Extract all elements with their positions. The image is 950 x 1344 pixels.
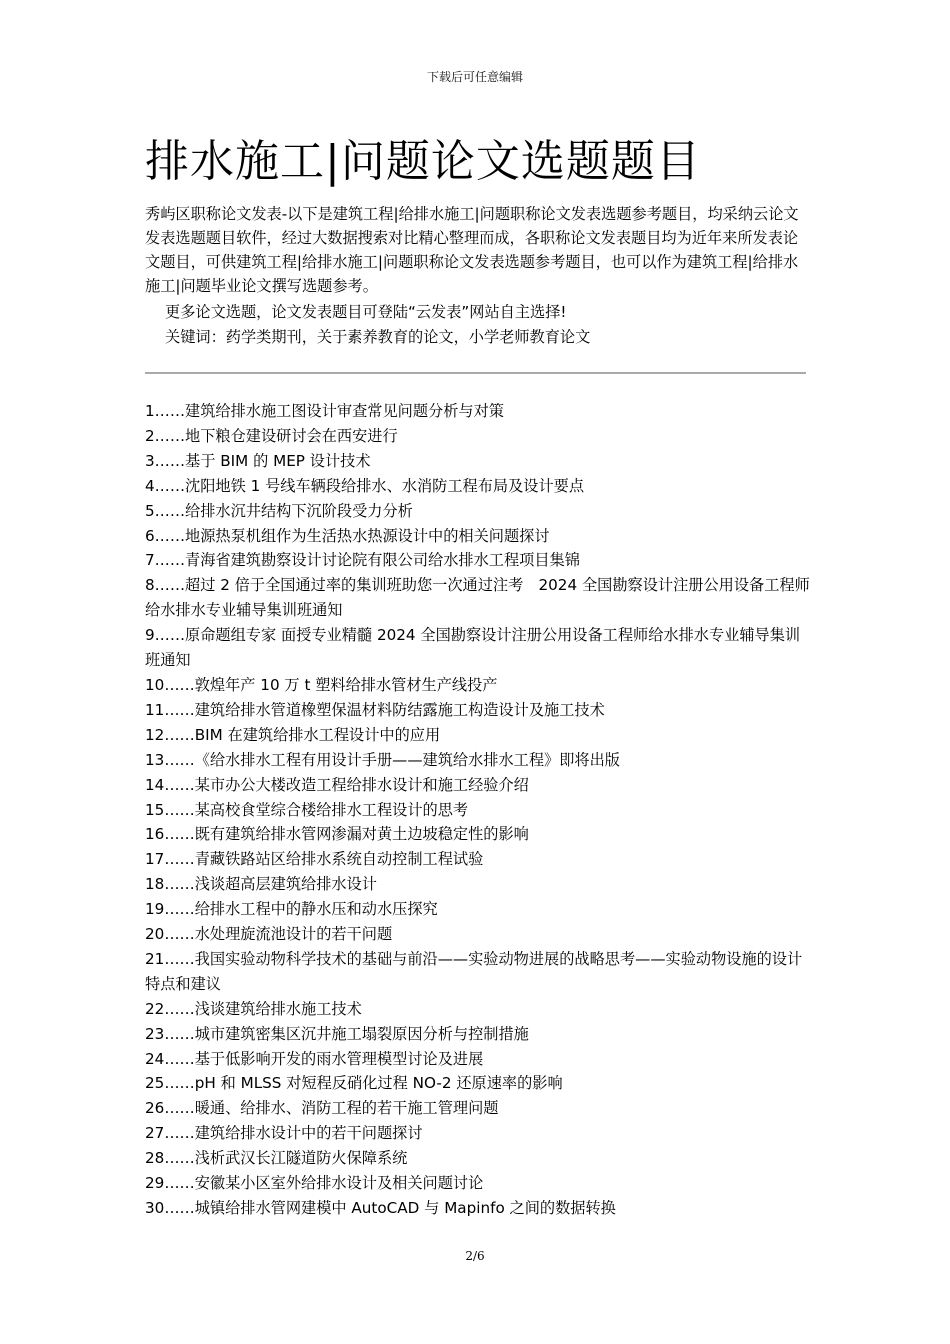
topic-item: 30……城镇给排水管网建模中 AutoCAD 与 Mapinfo 之间的数据转换 [145, 1199, 616, 1217]
topic-item: 13……《给水排水工程有用设计手册——建筑给水排水工程》即将出版 [145, 750, 620, 769]
topic-item: 10……敦煌年产 10 万 t 塑料给排水管材生产线投产 [145, 675, 498, 694]
topic-item: 15……某高校食堂综合楼给排水工程设计的思考 [145, 800, 469, 819]
topic-item: 6……地源热泵机组作为生活热水热源设计中的相关问题探讨 [145, 526, 550, 545]
topic-item: 12……BIM 在建筑给排水工程设计中的应用 [145, 725, 441, 744]
topic-item: 11……建筑给排水管道橡塑保温材料防结露施工构造设计及施工技术 [145, 700, 605, 719]
topic-item: 28……浅析武汉长江隧道防火保障系统 [145, 1149, 408, 1168]
topic-item: 25……pH 和 MLSS 对短程反硝化过程 NO-2 还原速率的影响 [145, 1074, 563, 1093]
topic-item: 19……给排水工程中的静水压和动水压探究 [145, 900, 438, 919]
intro-paragraph: 秀屿区职称论文发表-以下是建筑工程|给排水施工|问题职称论文发表选题参考题目，均采纳云论文发表选题题目软件，经过大数据搜索对比精心整理而成，各职称论文发表题目均为近年来所发表论文题目，可供建筑工程|给排水施工|问题职称论文发表选题参考题目，也可以作为建筑工程|给排水施工|问题毕业论文撰写选题参考。 [145, 205, 799, 295]
topic-item: 27……建筑给排水设计中的若干问题探讨 [145, 1124, 423, 1143]
topic-item: 1……建筑给排水施工图设计审查常见问题分析与对策 [145, 402, 504, 420]
topic-item: 21……我国实验动物科学技术的基础与前沿——实验动物进展的战略思考——实验动物设施的设计特点和建议 [145, 949, 803, 993]
topic-list [145, 399, 810, 1221]
topic-item: 8……超过 2 倍于全国通过率的集训班助您一次通过注考 2024 全国勘察设计注册公用设备工程师给水排水专业辅导集训班通知 [145, 576, 810, 620]
topic-item: 14……某市办公大楼改造工程给排水设计和施工经验介绍 [145, 775, 529, 794]
topic-item: 18……浅谈超高层建筑给排水设计 [145, 875, 377, 894]
topic-item: 23……城市建筑密集区沉井施工塌裂原因分析与控制措施 [145, 1024, 529, 1043]
topic-item: 2……地下粮仓建设研讨会在西安进行 [145, 426, 398, 445]
topic-item: 9……原命题组专家 面授专业精髓 2024 全国勘察设计注册公用设备工程师给水排水专业辅导集训班通知 [145, 626, 801, 670]
topic-item: 16……既有建筑给排水管网渗漏对黄土边坡稳定性的影响 [145, 825, 529, 844]
topic-item: 22……浅谈建筑给排水施工技术 [145, 999, 362, 1018]
topic-item: 5……给排水沉井结构下沉阶段受力分析 [145, 501, 413, 520]
page-header: 下载后可任意编辑 [426, 70, 523, 84]
more-topics-note: 更多论文选题，论文发表题目可登陆“云发表”网站自主选择! [165, 303, 567, 321]
topic-item: 7……青海省建筑勘察设计讨论院有限公司给水排水工程项目集锦 [145, 551, 580, 570]
topic-item: 26……暖通、给排水、消防工程的若干施工管理问题 [145, 1099, 499, 1118]
topic-item: 4……沈阳地铁 1 号线车辆段给排水、水消防工程布局及设计要点 [145, 476, 585, 495]
keywords-line: 关键词：药学类期刊，关于素养教育的论文，小学老师教育论文 [165, 328, 591, 346]
topic-item: 20……水处理旋流池设计的若干问题 [145, 925, 393, 944]
section-divider [145, 372, 806, 374]
topic-item: 29……安徽某小区室外给排水设计及相关问题讨论 [145, 1174, 484, 1193]
document-title: 排水施工|问题论文选题题目 [145, 136, 701, 187]
topic-item: 24……基于低影响开发的雨水管理模型讨论及进展 [145, 1049, 484, 1068]
topic-item: 17……青藏铁路站区给排水系统自动控制工程试验 [145, 850, 484, 869]
page-number: 2/6 [465, 1249, 485, 1263]
topic-item: 3……基于 BIM 的 MEP 设计技术 [145, 451, 371, 470]
